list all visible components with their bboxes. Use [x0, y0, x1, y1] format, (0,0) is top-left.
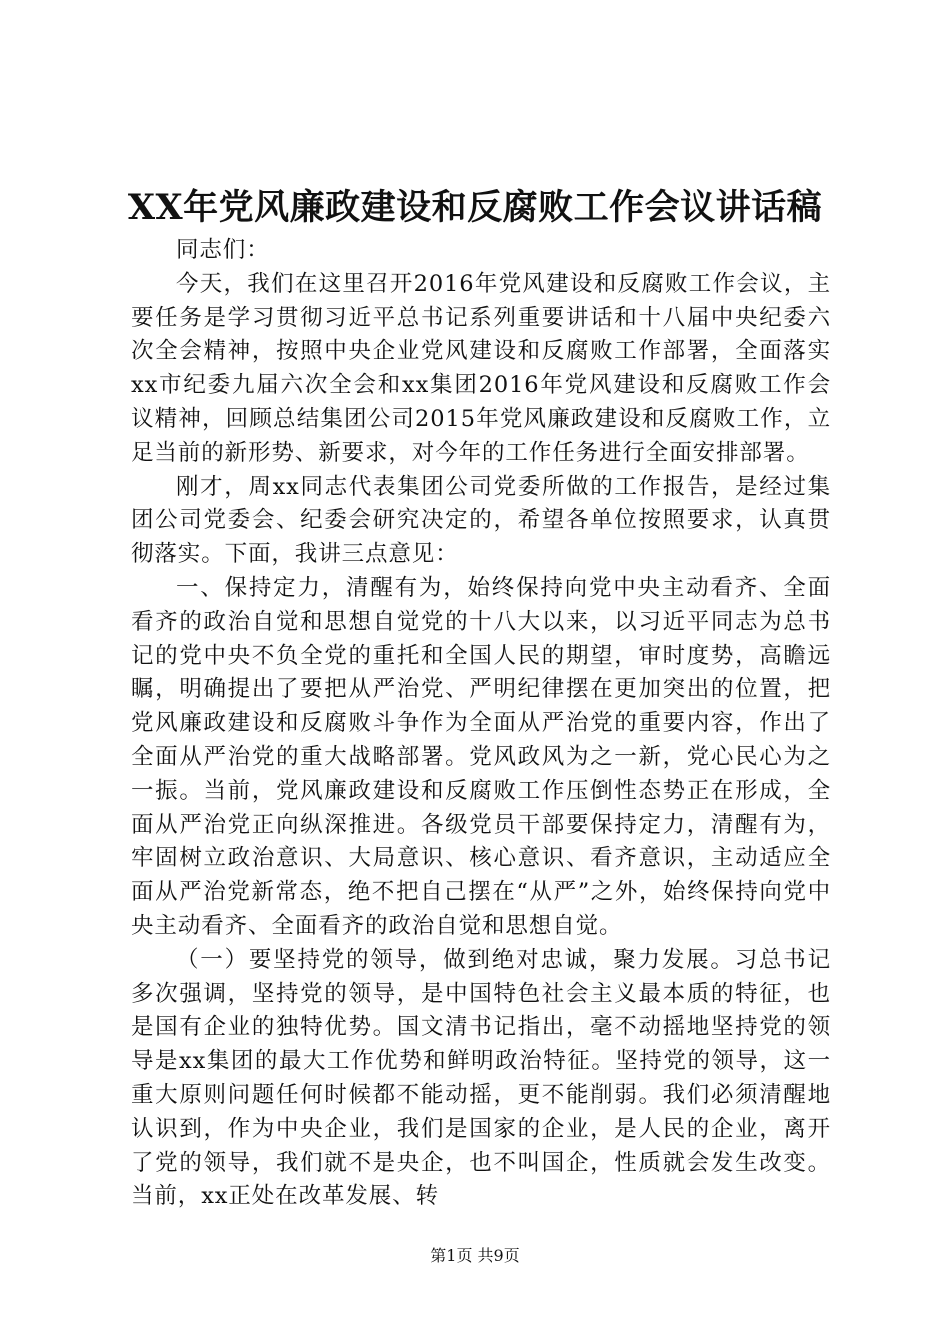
- body-paragraph: 今天，我们在这里召开2016年党风建设和反腐败工作会议，主要任务是学习贯彻习近平总书记系列重要讲话和十八届中央纪委六次全会精神，按照中央企业党风建设和反腐败工作部署，全面落实xx市纪委九届六次全会和xx集团2016年党风建设和反腐败工作会议精神，回顾总结集团公司2015年党风廉政建设和反腐败工作，立足当前的新形势、新要求，对今年的工作任务进行全面安排部署。: [131, 270, 831, 466]
- document-title: XX年党风廉政建设和反腐败工作会议讲话稿: [127, 187, 823, 228]
- section-one-paragraph: 一、保持定力，清醒有为，始终保持向党中央主动看齐、全面看齐的政治自觉和思想自觉党的十八大以来，以习近平同志为总书记的党中央不负全党的重托和全国人民的期望，审时度势，高瞻远瞩，明确提出了要把从严治党、严明纪律摆在更加突出的位置，把党风廉政建设和反腐败斗争作为全面从严治党的重要内容，作出了全面从严治党的重大战略部署。党风政风为之一新，党心民心为之一振。当前，党风廉政建设和反腐败工作压倒性态势正在形成，全面从严治党正向纵深推进。各级党员干部要保持定力，清醒有为，牢固树立政治意识、大局意识、核心意识、看齐意识，主动适应全面从严治党新常态，绝不把自己摆在“从严”之外，始终保持向党中央主动看齐、全面看齐的政治自觉和思想自觉。: [131, 574, 831, 939]
- body-paragraph: 刚才，周xx同志代表集团公司党委所做的工作报告，是经过集团公司党委会、纪委会研究决定的，希望各单位按照要求，认真贯彻落实。下面，我讲三点意见：: [131, 473, 831, 568]
- subsection-one-paragraph: （一）要坚持党的领导，做到绝对忠诚，聚力发展。习总书记多次强调，坚持党的领导，是中国特色社会主义最本质的特征，也是国有企业的独特优势。国文清书记指出，毫不动摇地坚持党的领导是xx集团的最大工作优势和鲜明政治特征。坚持党的领导，这一重大原则问题任何时候都不能动摇，更不能削弱。我们必须清醒地认识到，作为中央企业，我们是国家的企业，是人民的企业，离开了党的领导，我们就不是央企，也不叫国企，性质就会发生改变。当前，xx正处在改革发展、转: [131, 946, 831, 1210]
- page-number-footer: 第1页 共9页: [430, 1246, 520, 1265]
- salutation-paragraph: 同志们：: [176, 237, 270, 263]
- document-body: [131, 234, 831, 1214]
